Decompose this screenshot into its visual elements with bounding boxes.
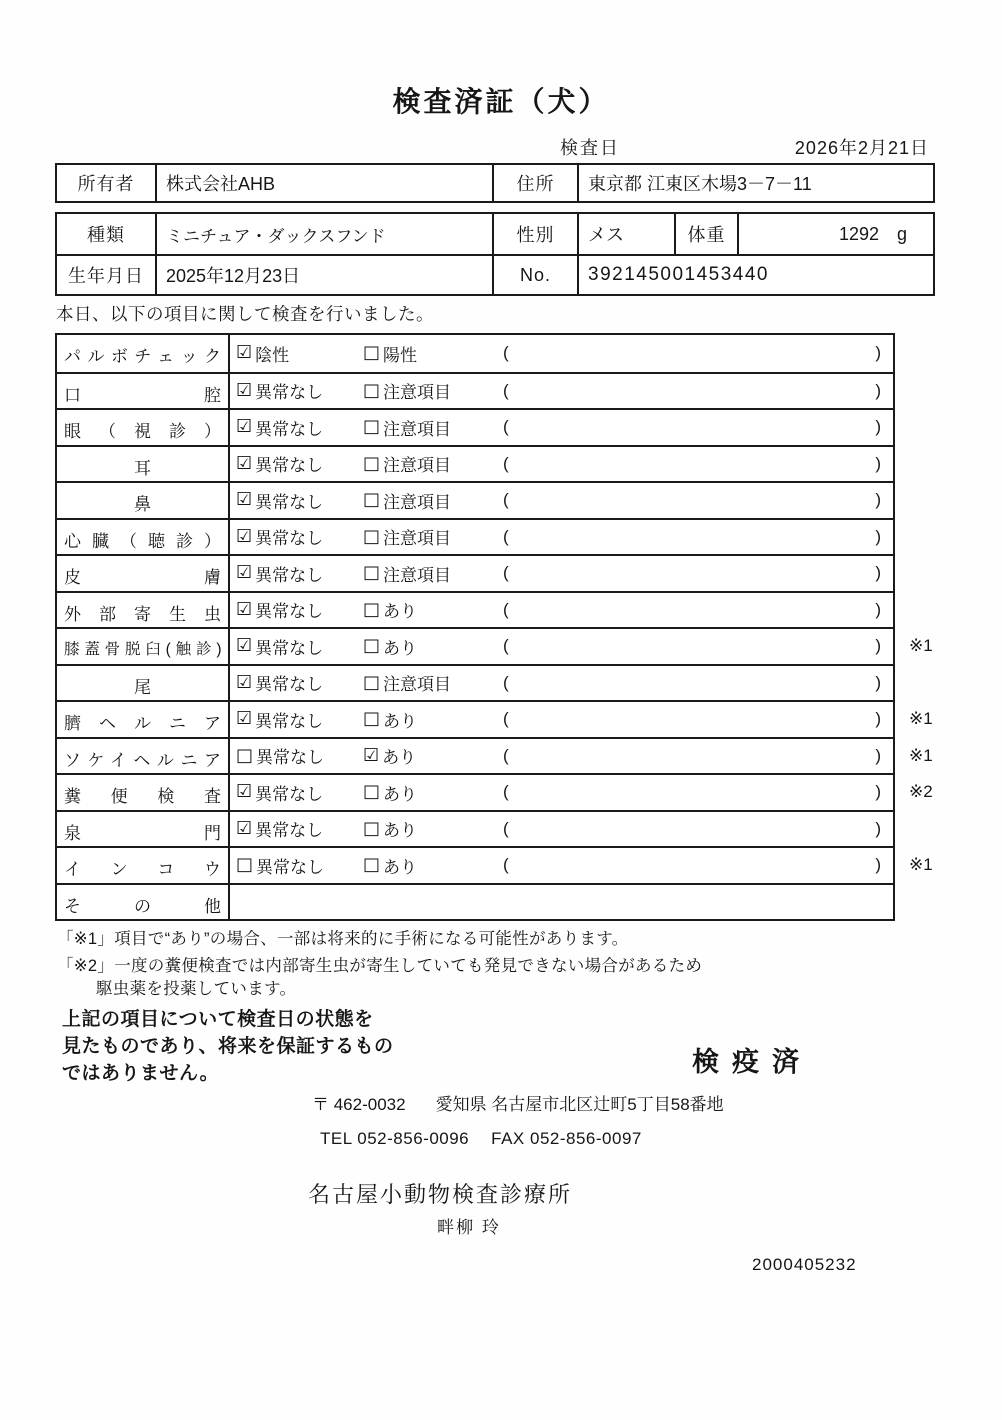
weight-value: 1292 [838,223,879,244]
footnote-2-line-2: 駆虫薬を投薬しています。 [96,980,297,998]
paren-open: ( [503,453,509,473]
checkbox-checked-icon: ☑ [236,379,253,401]
check-option-2 [357,410,497,445]
check-item-label: 臍ヘルニア [57,702,230,737]
option-label: あり [382,748,417,768]
checkbox-checked-icon: ☑ [236,635,253,657]
checkbox-checked-icon: ☑ [236,489,253,511]
option-label: 注意項目 [383,565,452,585]
remarks-field [497,629,893,664]
checkbox-empty-icon: □ [363,562,381,584]
option-label: 異常なし [255,419,324,439]
option-label: 注意項目 [383,456,452,476]
row-note: ※1 [909,745,933,765]
number-label: No. [492,256,577,294]
remarks-field [497,775,893,810]
disclaimer-line-3: ではありません。 [62,1063,220,1084]
check-item-label: 泉門 [57,812,230,847]
option-label: 異常なし [255,565,324,585]
check-item-label: 膝蓋骨脱臼(触診) [57,629,230,664]
paren-open: ( [503,818,509,838]
check-item-label: ソケイヘルニア [57,739,230,774]
checkbox-checked-icon: ☑ [236,817,253,839]
paren-open: ( [503,380,509,400]
paren-close: ) [875,636,881,656]
checkbox-checked-icon: ☑ [236,598,253,620]
clinic-name: 名古屋小動物検査診療所 [308,1182,573,1207]
pet-table [55,212,935,296]
check-option-1 [230,739,357,774]
weight-label: 体重 [674,214,737,254]
paren-open: ( [503,855,509,875]
paren-close: ) [875,672,881,692]
option-label: 注意項目 [383,492,452,512]
remarks-field [497,374,893,409]
checkbox-checked-icon: ☑ [363,744,380,766]
paren-close: ) [875,343,881,363]
pet-row-2 [57,254,933,294]
paren-close: ) [875,563,881,583]
option-label: あり [383,857,418,877]
remarks-field [497,556,893,591]
check-row-fecal-exam [57,773,933,810]
owner-row [57,165,933,201]
clinic-tel: TEL 052-856-0096 [320,1129,470,1148]
checkbox-checked-icon: ☑ [236,342,253,364]
paren-close: ) [875,855,881,875]
check-item-label: インコウ [57,848,230,883]
clinic-fax: FAX 052-856-0097 [491,1129,642,1148]
check-option-1 [230,483,357,518]
owner-table [55,163,935,203]
check-item-label: 皮膚 [57,556,230,591]
check-option-2 [357,556,497,591]
disclaimer-line-1: 上記の項目について検査日の状態を [62,1009,374,1030]
checkbox-checked-icon: ☑ [236,452,253,474]
weight-value-cell [737,214,933,254]
option-label: 異常なし [255,821,324,841]
checkbox-empty-icon: □ [363,598,381,620]
check-option-2 [357,374,497,409]
clinic-representative: 畔柳 玲 [437,1218,501,1237]
footnote-2-line-1: 「※2」一度の糞便検査では内部寄生虫が寄生していても発見できない場合があるため [57,957,703,975]
checkbox-empty-icon: □ [363,379,381,401]
paren-close: ) [875,526,881,546]
checkbox-checked-icon: ☑ [236,708,253,730]
remarks-field [497,666,893,701]
owner-address-value: 東京都 江東区木場3－7－11 [577,165,933,201]
checkbox-empty-icon: □ [363,817,381,839]
option-label: 陽性 [383,345,418,365]
checkbox-empty-icon: □ [363,452,381,474]
check-row-external-parasites [57,591,893,628]
option-label: 異常なし [255,711,324,731]
check-row-heart [57,518,893,555]
row-note: ※1 [909,636,933,655]
check-row-patella [57,627,933,664]
check-option-1 [230,556,357,591]
paren-open: ( [503,490,509,510]
paren-open: ( [503,343,509,363]
check-option-1 [230,775,357,810]
inspection-date-label: 検査日 [560,138,620,158]
paren-close: ) [875,782,881,802]
option-label: 注意項目 [383,419,452,439]
remarks-field [497,447,893,482]
checkbox-empty-icon: □ [363,525,381,547]
paren-open: ( [503,709,509,729]
remarks-field [497,410,893,445]
check-item-label: 口腔 [57,374,230,409]
paren-close: ) [875,380,881,400]
check-item-label: その他 [57,885,230,920]
checkbox-empty-icon: □ [363,708,381,730]
option-label: 異常なし [255,529,324,549]
remarks-field [497,335,893,372]
check-option-2 [357,775,497,810]
checkbox-checked-icon: ☑ [236,671,253,693]
check-option-1 [230,447,357,482]
check-row-fontanelle [57,810,893,847]
disclaimer-text [62,1006,394,1087]
checkup-table [55,333,933,921]
check-item-label: 尾 [57,666,230,701]
check-option-1 [230,593,357,628]
page-title: 検査済証（犬） [392,86,610,117]
inspection-date-value: 2026年2月21日 [794,138,929,158]
option-label: 異常なし [255,492,324,512]
check-option-1 [230,410,357,445]
option-label: 注意項目 [383,675,452,695]
option-label: 異常なし [255,456,324,476]
checkbox-empty-icon: □ [236,854,254,876]
breed-label: 種類 [87,225,125,245]
checkbox-empty-icon: □ [363,635,381,657]
row-note: ※1 [909,855,933,874]
check-item-label: 耳 [57,447,230,482]
check-option-1 [230,335,357,372]
check-row-ears [57,445,893,482]
option-label: 注意項目 [383,529,452,549]
footnote-1: 「※1」項目で“あり”の場合、一部は将来的に手術になる可能性があります。 [57,930,629,948]
paren-close: ) [875,818,881,838]
paren-open: ( [503,745,509,765]
disclaimer-line-2: 見たものであり、将来を保証するもの [62,1036,394,1057]
remarks-field [497,885,893,920]
row-note: ※2 [909,782,933,801]
check-option-2 [357,520,497,555]
option-label: 異常なし [255,383,324,403]
remarks-field [497,520,893,555]
checkbox-checked-icon: ☑ [236,525,253,547]
paren-open: ( [503,417,509,437]
option-label: あり [383,638,418,658]
checkbox-empty-icon: □ [363,416,381,438]
option-label: 異常なし [255,675,324,695]
check-option-1 [230,520,357,555]
checkbox-empty-icon: □ [363,489,381,511]
pet-row-1 [57,214,933,254]
paren-open: ( [503,599,509,619]
option-label: 陰性 [255,345,290,365]
check-option-2 [357,483,497,518]
check-item-label: パルボチェック [57,335,230,372]
check-row-cryptorchidism [57,846,933,883]
paren-close: ) [875,709,881,729]
checkbox-empty-icon: □ [363,854,381,876]
checkbox-empty-icon: □ [236,744,254,766]
check-option-1 [230,374,357,409]
option-label: あり [383,821,418,841]
check-option-1 [230,848,357,883]
paren-close: ) [875,453,881,473]
option-label: あり [383,711,418,731]
sex-label: 性別 [492,214,577,254]
option-label: 異常なし [255,638,324,658]
birthdate-label: 生年月日 [68,266,144,286]
check-option-2 [357,885,497,920]
clinic-address-row [312,1090,724,1115]
breed-value: ミニチュア・ダックスフンド [155,214,492,254]
option-label: あり [383,602,418,622]
birthdate-value: 2025年12月23日 [155,256,492,294]
checkbox-empty-icon: □ [363,342,381,364]
check-row-parvo [57,335,893,372]
paren-close: ) [875,599,881,619]
clinic-postal-code: 〒 462-0032 [312,1095,406,1114]
check-row-inguinal-hernia [57,737,933,774]
row-note: ※1 [909,709,933,728]
check-row-nose [57,481,893,518]
quarantine-stamp: 検疫済 [692,1047,812,1077]
check-option-2 [357,848,497,883]
remarks-field [497,702,893,737]
check-option-1 [230,702,357,737]
check-option-2 [357,629,497,664]
option-label: あり [383,784,418,804]
check-option-1 [230,885,357,920]
checkbox-checked-icon: ☑ [236,562,253,584]
sex-value: メス [577,214,674,254]
inspection-date-row [55,134,935,160]
number-value: 392145001453440 [577,256,933,294]
check-row-umbilical-hernia [57,700,933,737]
check-row-mouth [57,372,893,409]
checkbox-checked-icon: ☑ [236,416,253,438]
check-row-tail [57,664,893,701]
check-item-label: 心臓（聴診） [57,520,230,555]
paren-open: ( [503,526,509,546]
paren-close: ) [875,745,881,765]
checkbox-checked-icon: ☑ [236,781,253,803]
option-label: 異常なし [256,857,325,877]
check-row-skin [57,554,893,591]
check-option-2 [357,447,497,482]
remarks-field [497,812,893,847]
check-item-label: 外部寄生虫 [57,593,230,628]
paren-open: ( [503,636,509,656]
checkbox-empty-icon: □ [363,781,381,803]
check-option-2 [357,335,497,372]
option-label: 異常なし [256,748,325,768]
paren-open: ( [503,563,509,583]
serial-number: 2000405232 [752,1255,857,1274]
check-item-label: 鼻 [57,483,230,518]
paren-open: ( [503,672,509,692]
check-row-other [57,883,893,920]
check-option-2 [357,666,497,701]
remarks-field [497,483,893,518]
clinic-address: 愛知県 名古屋市北区辻町5丁目58番地 [435,1095,724,1114]
check-option-2 [357,593,497,628]
intro-text: 本日、以下の項目に関して検査を行いました。 [56,304,434,324]
owner-address-label: 住所 [492,165,577,201]
remarks-field [497,739,893,774]
paren-open: ( [503,782,509,802]
check-row-eyes [57,408,893,445]
check-option-1 [230,666,357,701]
owner-value: 株式会社AHB [155,165,492,201]
paren-close: ) [875,417,881,437]
check-option-2 [357,702,497,737]
check-option-1 [230,629,357,664]
checkbox-empty-icon: □ [363,671,381,693]
check-item-label: 糞便検査 [57,775,230,810]
clinic-tel-fax-row [320,1129,642,1149]
remarks-field [497,848,893,883]
check-option-1 [230,812,357,847]
option-label: 注意項目 [383,383,452,403]
paren-close: ) [875,490,881,510]
option-label: 異常なし [255,784,324,804]
weight-unit: g [896,223,907,244]
check-item-label: 眼（視診） [57,410,230,445]
check-option-2 [357,812,497,847]
remarks-field [497,593,893,628]
owner-label: 所有者 [77,174,135,194]
option-label: 異常なし [255,602,324,622]
check-option-2 [357,739,497,774]
